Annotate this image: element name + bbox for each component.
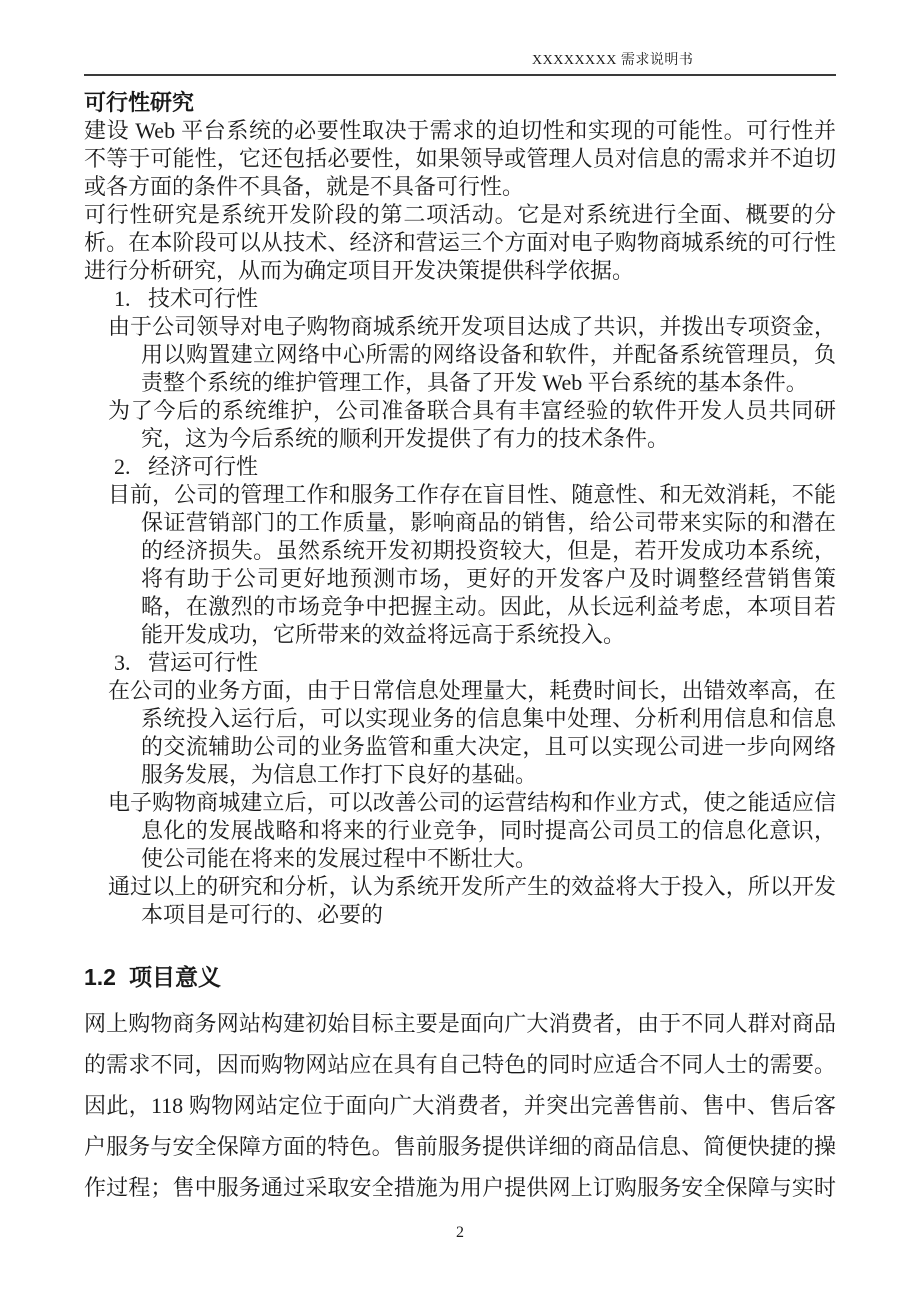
section-title: 项目意义 bbox=[128, 964, 221, 990]
technical-paragraph-1: 由于公司领导对电子购物商城系统开发项目达成了共识，并拨出专项资金，用以购置建立网络中心所需的网络设备和软件，并配备系统管理员，负责整个系统的维护管理工作，具备了开发 Web 平台系统的基本条件。 bbox=[108, 314, 836, 395]
economic-paragraph-1: 目前，公司的管理工作和服务工作存在盲目性、随意性、和无效消耗，不能保证营销部门的工作质量，影响商品的销售，给公司带来实际的和潜在的经济损失。虽然系统开发初期投资较大，但是，若开发成功本系统，将有助于公司更好地预测市场，更好的开发客户及时调整经营销售策略，在激烈的市场竞争中把握主动。因此，从长远利益考虑，本项目若能开发成功，它所带来的效益将远高于系统投入。 bbox=[108, 482, 836, 647]
technical-paragraph-2: 为了今后的系统维护，公司准备联合具有丰富经验的软件开发人员共同研究，这为今后系统的顺利开发提供了有力的技术条件。 bbox=[108, 398, 836, 451]
document-body bbox=[84, 89, 836, 1208]
list-item-title: 经济可行性 bbox=[148, 454, 259, 479]
project-significance-paragraph: 网上购物商务网站构建初始目标主要是面向广大消费者，由于不同人群对商品的需求不同，因而购物网站应在具有自己特色的同时应适合不同人士的需要。因此，118 购物网站定位于面向广大消费者，并突出完善售前、售中、售后客户服务与安全保障方面的特色。售前服务提供详细的商品信息、简便快捷的操作过程；售中服务通过采取安全措施为用户提供网上订购服务安全保障与实时 bbox=[84, 1011, 836, 1200]
list-item-number: 1. bbox=[114, 286, 131, 311]
list-item-number: 2. bbox=[114, 454, 131, 479]
page-header bbox=[84, 0, 836, 76]
operational-paragraph-1: 在公司的业务方面，由于日常信息处理量大，耗费时间长，出错效率高，在系统投入运行后，可以实现业务的信息集中处理、分析利用信息和信息的交流辅助公司的业务监管和重大决定，且可以实现公司进一步向网络服务发展，为信息工作打下良好的基础。 bbox=[108, 678, 836, 787]
feasibility-intro-paragraph-2: 可行性研究是系统开发阶段的第二项活动。它是对系统进行全面、概要的分析。在本阶段可以从技术、经济和营运三个方面对电子购物商城系统的可行性进行分析研究，从而为确定项目开发决策提供科学依据。 bbox=[84, 202, 836, 283]
list-item-economic bbox=[84, 453, 836, 481]
feasibility-heading: 可行性研究 bbox=[84, 90, 195, 115]
header-title: XXXXXXXX 需求说明书 bbox=[532, 53, 694, 68]
list-item-operational bbox=[84, 649, 836, 677]
section-number: 1.2 bbox=[84, 964, 116, 990]
list-item-number: 3. bbox=[114, 650, 131, 675]
page-number: 2 bbox=[456, 1224, 464, 1241]
conclusion-paragraph: 通过以上的研究和分析，认为系统开发所产生的效益将大于投入，所以开发本项目是可行的、必要的 bbox=[108, 874, 836, 927]
list-item-technical bbox=[84, 285, 836, 313]
list-item-title: 技术可行性 bbox=[148, 286, 259, 311]
section-heading-project-significance bbox=[84, 962, 836, 992]
operational-paragraph-2: 电子购物商城建立后，可以改善公司的运营结构和作业方式，使之能适应信息化的发展战略和将来的行业竞争，同时提高公司员工的信息化意识，使公司能在将来的发展过程中不断壮大。 bbox=[108, 790, 836, 871]
feasibility-intro-paragraph-1: 建设 Web 平台系统的必要性取决于需求的迫切性和实现的可能性。可行性并不等于可能性，它还包括必要性，如果领导或管理人员对信息的需求并不迫切或各方面的条件不具备，就是不具备可行性。 bbox=[84, 118, 836, 199]
list-item-title: 营运可行性 bbox=[148, 650, 259, 675]
